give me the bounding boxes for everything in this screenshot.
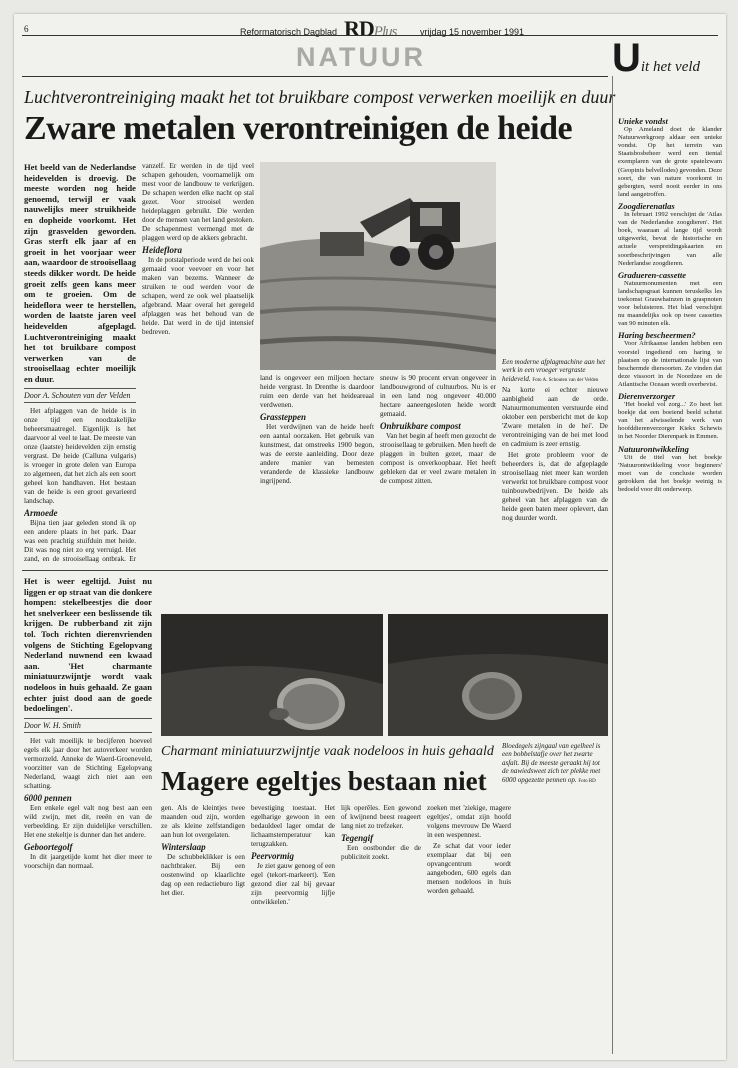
rd-plus-logo <box>344 16 396 42</box>
article1-photo-credit: Foto A. Schouten van der Velden <box>532 377 599 383</box>
article2-col2-body: gen. Als de kleintjes twee maanden oud zijn, worden ze als kleine zelfstandigen aan hun lot overgelaten. <box>161 804 245 839</box>
article1-headline: Zware metalen verontreinigen de heide <box>24 110 573 147</box>
article1-sub-onbruikbare: Onbruikbare compost <box>380 421 461 431</box>
issue-date: vrijdag 15 november 1991 <box>420 27 525 37</box>
paper-name: Reformatorisch Dagblad <box>240 27 338 37</box>
newspaper-page <box>14 14 726 1060</box>
article2-photo-egel-left <box>161 614 383 736</box>
article2-sub-geboortegolf: Geboortegolf <box>24 841 73 852</box>
article1-caption-text: Een moderne afplagmachine aan het werk in een vroeger vergraste heideveld. <box>502 358 606 383</box>
article1-col4-body: sneuw is 90 procent ervan ongeveer in landbouwgrond of cultuurbos. Nu is er in een land nog ongeveer 40.000 hectare aaneengesloten heide wordt gemaaid. <box>380 374 496 418</box>
article2-body2: Een enkele egel valt nog best aan een wild zwijn, met dit, reeën en van de verbeelding. Er zijn duidelijke verschillen. Het ene stekeltje is dunner dan het andere. <box>24 803 152 839</box>
hedgehog-illustration-right <box>388 614 608 736</box>
column-title-initial: U <box>612 36 641 80</box>
sidebar-item-text: Op Ameland doet de klander Natuurwerkgroep aldaar een unieke vondst. Op het terrein van Staatsbosbeheer werd een tiental exemplaren van de grote spatelzwam (Geopinis belvellodes) gevonden. Deze soort, die van nature voorkomt in gebergten, werd nooit eerder in ons land aangetroffen. <box>618 126 722 198</box>
sidebar-uit-het-veld <box>618 114 722 1054</box>
article2-col2 <box>161 804 245 1054</box>
column-title-rest: it het veld <box>640 59 701 75</box>
page-number: 6 <box>24 24 29 34</box>
article2-body3: In dit jaargetijde komt het dier meer te voorschijn dan normaal. <box>24 852 152 870</box>
article2-col5-body: zoeken met 'ziekige, magere egeltjes', omdat zijn hoofd volgens mevrouw De Waerd in een wespennest. <box>427 804 511 839</box>
article-separator <box>22 570 608 571</box>
sidebar-item <box>618 445 722 495</box>
article2-photo-credit: Foto RD <box>578 778 596 784</box>
article1-col3 <box>260 374 374 564</box>
article2-col3 <box>251 804 335 1054</box>
sidebar-item <box>618 271 722 329</box>
sidebar-item-title: Dierenverzorger <box>618 391 676 401</box>
hedgehog-illustration-left <box>161 614 383 736</box>
article1-photo-plagmachine <box>260 162 496 370</box>
article2-sub-peervormig: Peervormig <box>251 851 294 861</box>
article1-col5-body: Na korte ei echter nieuwe aanbigheid aan de orde. Natuurmonumenten verstuurde eind oktober een persbericht met de kop 'Zware metalen in de hei'. De verontreiniging van de hei met lood en cadmium is zeer ernstig. <box>502 386 608 448</box>
sidebar-item-text: Uit de titel van het boekje 'Natuurontwikkeling voor beginners' moet van de conclusie worden getrokken dat het boekje weinig is bedoeld voor dit onderwerp. <box>618 453 722 494</box>
article1-col1-body: Het afplaggen van de heide is in onze tijd een noodzakelijke beheersmaatregel. Eigenlijk is het daarvoor al veel te laat. De meeste van onze (laatste) heidevelden zijn ernstig vergrast. De heide (Calluna vulgaris) is vroeger in grote delen van Europa zo algemeen, dat het zich als een soort geheel kon handhaven. Het bestaan van de heide is een groot gevarieerd landschap. <box>24 407 136 506</box>
article1-col2-body2: In de potstalperiode werd de hei ook gemaaid voor veevoer en voor het maken van bezems. Wanneer de struiken te oud werden voor de schapen, werd ze ook wel plaatselijk afgebrand. Maar overal het geregeld afplaggen was het behoud van de heide. Dat werd in de tijd intensief bedreven. <box>142 256 254 336</box>
article1-sub-heideflora: Heideflora <box>142 245 182 255</box>
article1-sub-grassteppen: Grassteppen <box>260 412 307 422</box>
article2-caption-text: Bloedegels zijngaal van egelheel is een bobbelstafje over het zwarte asfalt. Bij de meeste geraakt hij tot de nawiedsweet zich ter plekke met 6000 opgezette pennen op. <box>502 742 601 784</box>
section-title: NATUUR <box>296 42 426 72</box>
sidebar-item-text: In februari 1992 verschijnt de 'Atlas van de Nederlandse zoogdieren'. Het boek, waaraan al lange tijd wordt uitgewerkt, bevat de historische en actuele verspreidingskaarten en soortbeschrijvingen van alle Nederlandse zoogdieren. <box>618 211 722 267</box>
logo-rd: RD <box>344 16 374 41</box>
article2-intro: Het is weer egeltijd. Juist nu liggen er op straat van die donkere hompen: stekelbeestjes die door het snelverkeer een beslissende tik krijgen. De rubberband zit zijn tol. Toch richten dierenvrienden volgens de Stichting Egelopvang Nederland nuwnend een kwaad aan. 'Het charmante miniatuurzwijntje wordt vaak nodeloos in huis gehaald. Ze gaan echter juist dood aan de goede bedoelingen'. <box>24 576 152 714</box>
article2-col5 <box>427 804 511 1054</box>
article1-col4-body2: Van het begin af heeft men gezocht de strooisellaag te gebruiken. Men heeft de plaggen in bulten gezet, maar de compost is onverkoopbaar. Het heeft gebleken dat er veel zware metalen in de compost zitten. <box>380 432 496 485</box>
article2-photo-egel-right <box>388 614 608 736</box>
article2-sub-winterslaap: Winterslaap <box>161 842 206 852</box>
article1-col1 <box>24 162 136 564</box>
sidebar-item <box>618 392 722 442</box>
article1-kicker: Luchtverontreiniging maakt het tot bruikbare compost verwerken moeilijk en duur <box>24 87 616 107</box>
article2-col4-body2: Een oostbonder die de publiciteit zoekt. <box>341 844 421 861</box>
article1-photo-caption <box>502 358 608 385</box>
article1-col2-body: vanzelf. Er werden in de tijd veel schapen gehouden, voornamelijk om mest voor de landbouw te verkrijgen. De schapen werden elke nacht op stal gezet. Voor strooisel werden heideplaggen gebruikt. Die werden door de mensen van het land gestoken. De schapenmest vermengd met de plaggen werd op de akkers gebracht. <box>142 162 254 242</box>
article2-photo-caption <box>502 742 608 786</box>
article1-col2 <box>142 162 254 564</box>
article2-col3-body: bevestiging toestaat. Het egelharige gewoon in een bedauldeel lager omdat de lichaamstemperatuur kan terugzakken. <box>251 804 335 848</box>
article1-col3-body2: Het verdwijnen van de heide heeft een aantal oorzaken. Het gebruik van kunstmest, dat omstreeks 1900 begon, was de eerste aanleiding. Door deze andere manier van bemesten veranderde de klassieke landbouw ingrijpend. <box>260 423 374 485</box>
sidebar-item <box>618 202 722 268</box>
article2-body: Het valt moeilijk te becijferen hoeveel egels elk jaar door het autoverkeer worden vermorzeld. Anneke de Waerd-Groeneveld, voorzitter van de Stichting Egelopvang Nederland, waagt zich niet aan een schatting. <box>24 736 152 790</box>
article2-col5-body2: Ze schat dat voor ieder exemplaar dat bij een opvangcentrum wordt aangeboden, 600 egels dan mensen nodeloos in huis worden gehaald. <box>427 842 511 895</box>
section-rule <box>22 76 608 77</box>
article1-col5-body2: Het grote probleem voor de beheerders is, dat de afgeplagde strooisellaag niet meer kan worden verwerkt tot bruikbare compost voor tuinbouwbedrijven. De heide als geheel van het afplaggen van de heide geen baten meer oplevert, dan nog duurder wordt. <box>502 451 608 522</box>
sidebar-item <box>618 117 722 199</box>
masthead <box>14 14 726 80</box>
article1-col1-body2: Bijna tien jaar geleden stond ik op een andere plaats in het park. Daar was een prachtig stuifduin met heide. Dit was nog niet zo erg verruigd. Het zand, en de strooisellaag ontbrak. Er <box>24 519 136 564</box>
article1-col3-body: land is ongeveer een miljoen hectare heide vergrast. In Drenthe is daardoor ruim een derde van het heideareaal verdwenen. <box>260 374 374 409</box>
article1-sub-armoede: Armoede <box>24 508 58 519</box>
article2-col4 <box>341 804 421 1054</box>
article2-headline: Magere egeltjes bestaan niet <box>161 766 487 796</box>
article2-sub-tegengif: Tegengif <box>341 833 374 843</box>
sidebar-divider <box>612 76 613 1054</box>
sidebar-item-title: Zoogdierenatlas <box>618 200 675 211</box>
sidebar-item-text: 'Het boekd vol zorg...' Zo heet het boekje dat een boeiend beeld schetst van het afwisselende werk van hoofddierenverzorger Kiekx Schewis in het Noorder Dierenpark in Emmen. <box>618 401 722 441</box>
article1-lead: Het beeld van de Nederlandse heidevelden is droevig. De meeste worden nog heide genoemd, terwijl er vaak nauwelijks meer struikheide en dopheide voorkomt. Het zijn grasvelden geworden. Gras sterft elk jaar af en groeit in het voorjaar weer aan, waardoor de strooisellaag steeds dikker wordt. De heide groeit zelfs geen kans meer om te groeien. Om de heideflora weer te herstellen, worden de laatste jaren veel heidevelden afgeplagd. Luchtverontreiniging maakt het tot bruikbare compost verwerken van de strooisellaag echter moeilijk en duur. <box>24 162 136 384</box>
sidebar-item-title: Haring bescheermen? <box>618 330 696 341</box>
article1-col4 <box>380 374 496 564</box>
article1-byline: Door A. Schouten van der Velden <box>24 388 136 403</box>
sidebar-item-title: Gradueren-cassette <box>618 269 686 280</box>
article2-kicker: Charmant miniatuurzwijntje vaak nodeloos in huis gehaald <box>161 744 494 759</box>
article2-sub-pennen: 6000 pennen <box>24 792 72 803</box>
article2-col2-body2: De schubbeklikker is een nachtbraker. Bij een oostenwind op klaarlichte dag op een redactieburo ligt het dier. <box>161 853 245 897</box>
sidebar-item-text: Voor Afrikaanse landen hebben een voorstel ingediend om haring te plaatsen op de internationale lijst van beschermde diersoorten. Ze vinden dat deze vissoort in de Noordzee en de Atlantische Oceaan wordt overbevist. <box>618 340 722 388</box>
article2-col4-body: lijk operêles. Een gewond of kwijnend beest reageert lang niet zo trefzeker. <box>341 804 421 830</box>
logo-plus: Plus <box>373 24 397 40</box>
sidebar-column-title <box>612 38 700 78</box>
sidebar-item-text: Natuurmonumenten met een landschapsgraat kunnen teruskelks les toekomst Grauwhainzen in graspnoten voor beluisteren. Het blad verschijnt nu maandelijks ook op twee cassettes van 90 minuten elk. <box>618 279 722 328</box>
plagmachine-illustration <box>260 162 496 370</box>
article2-byline: Door W. H. Smith <box>24 718 152 733</box>
sidebar-item <box>618 331 722 389</box>
article2-col1 <box>24 576 152 1054</box>
sidebar-item-title: Unieke vondst <box>618 116 668 126</box>
article1-col5 <box>502 386 608 564</box>
article2-col3-body2: Je ziet gauw genoeg of een egel (tekort-markeert). 'Een gezond dier zal bij gevaar zijn peervormig lijfje ontwikkelen.' <box>251 862 335 906</box>
sidebar-item-title: Natuurontwikkeling <box>618 443 689 454</box>
